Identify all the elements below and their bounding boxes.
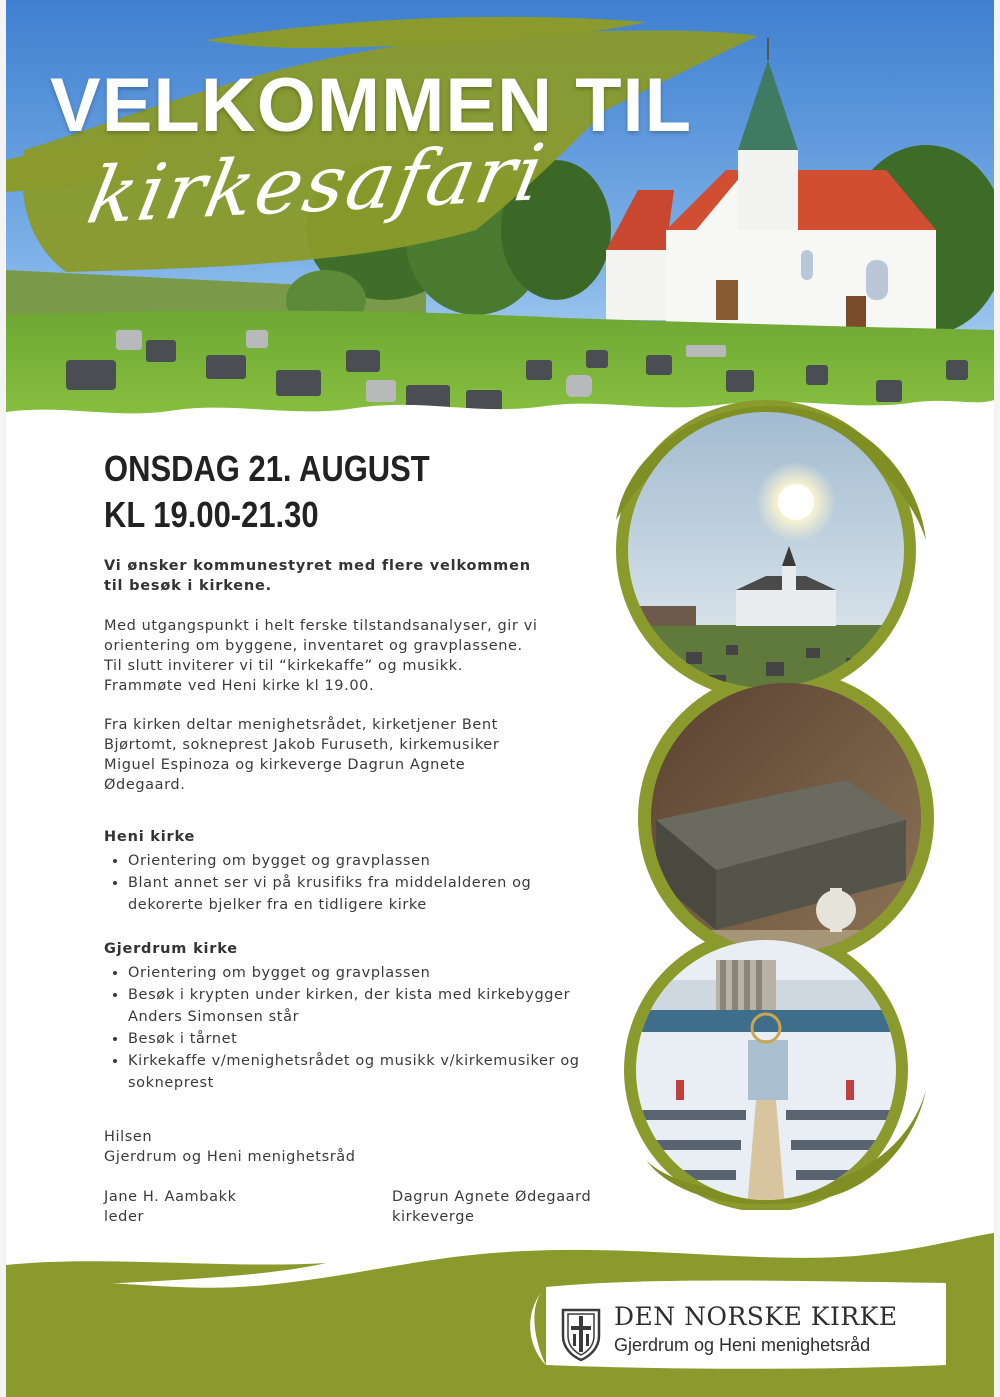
list-item: • Orientering om bygget og gravplassen <box>128 850 598 872</box>
greeting-org: Gjerdrum og Heni menighetsråd <box>104 1149 356 1165</box>
signature-name: Jane H. Aambakk <box>104 1189 237 1205</box>
greeting-line: Hilsen <box>104 1129 153 1145</box>
list-heni <box>104 850 598 916</box>
footer-org-sub: Gjerdrum og Heni menighetsråd <box>614 1335 871 1355</box>
flyer-page <box>6 0 994 1397</box>
list-item: • Kirkekaffe v/menighetsrådet og musikk v/kirkemusiker og sokneprest <box>128 1050 598 1094</box>
signature-leader <box>104 1187 237 1227</box>
event-date: ONSDAG 21. AUGUST <box>104 448 430 489</box>
photo-circles <box>586 400 966 1210</box>
footer-org-name: DEN NORSKE KIRKE <box>614 1302 898 1331</box>
list-item: • Besøk i krypten under kirken, der kista med kirkebygger Anders Simonsen står <box>128 984 598 1028</box>
section-title-heni: Heni kirke <box>104 829 196 845</box>
event-datetime <box>104 446 430 538</box>
greeting <box>104 1127 356 1167</box>
list-gjerdrum <box>104 962 598 1094</box>
church-crest-icon <box>560 1306 602 1362</box>
paragraph-participants: Fra kirken deltar menighetsrådet, kirketjener Bent Bjørtomt, sokneprest Jakob Furuseth, kirkemusiker Miguel Espinoza og kirkeverge Dagrun Agnete Ødegaard. <box>104 717 500 793</box>
list-item: • Besøk i tårnet <box>128 1028 598 1050</box>
title-script: kirkesafari <box>80 128 553 242</box>
signature-role: leder <box>104 1209 145 1225</box>
paragraph-orientation: Med utgangspunkt i helt ferske tilstandsanalyser, gir vi orientering om byggene, inventaret og gravplassene. Til slutt inviterer vi til “kirkekaffe” og musikk. Frammøte ved Heni kirke kl 19.00. <box>104 618 538 694</box>
event-time: KL 19.00-21.30 <box>104 494 319 535</box>
list-item: • Blant annet ser vi på krusifiks fra middelalderen og dekorerte bjelker fra en tidligere kirke <box>128 872 598 916</box>
intro-text: Vi ønsker kommunestyret med flere velkommen til besøk i kirkene. <box>104 558 531 594</box>
footer-org <box>614 1302 898 1356</box>
title-welcome: VELKOMMEN TIL <box>50 63 693 148</box>
section-title-gjerdrum: Gjerdrum kirke <box>104 941 238 957</box>
signature-name: Dagrun Agnete Ødegaard <box>392 1189 592 1205</box>
signature-kirkeverge <box>392 1187 591 1227</box>
list-item: • Orientering om bygget og gravplassen <box>128 962 598 984</box>
signature-role: kirkeverge <box>392 1209 475 1225</box>
